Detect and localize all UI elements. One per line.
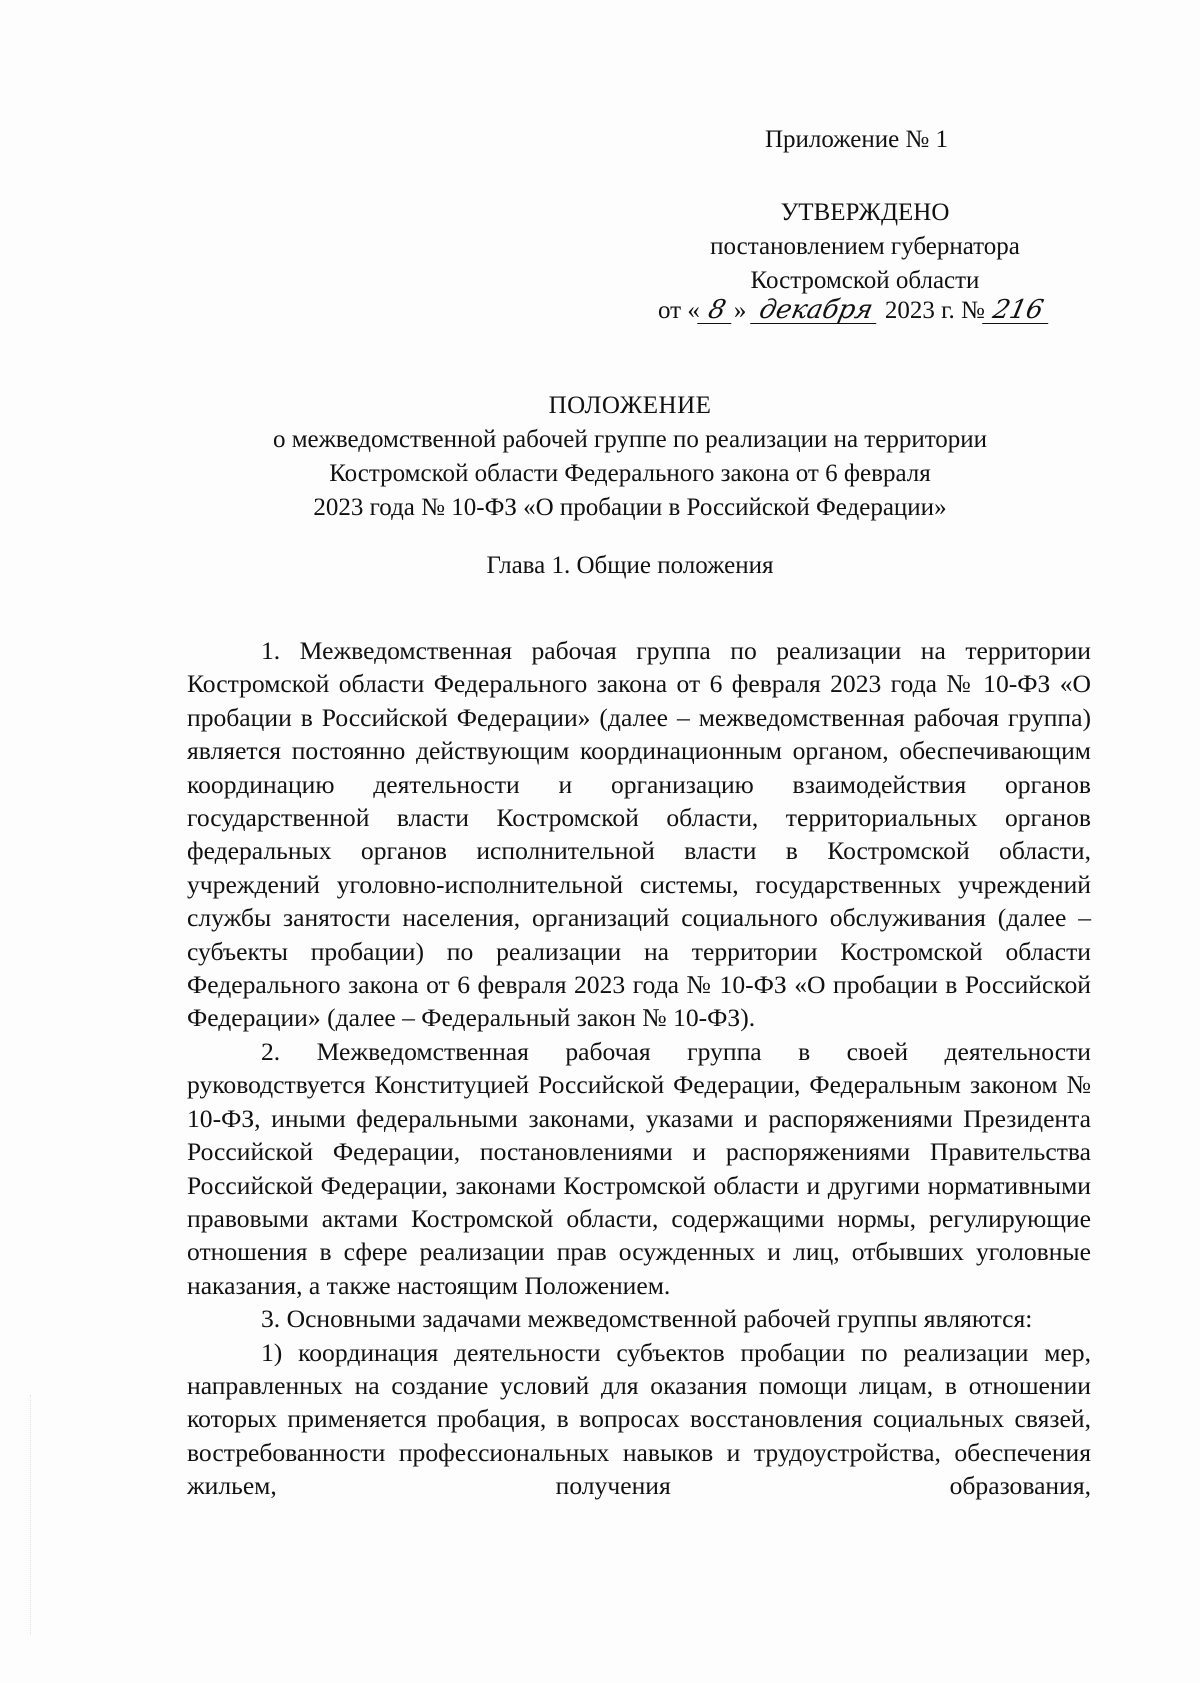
title-line-4: 2023 года № 10-ФЗ «О пробации в Российской Федерации» [313,494,947,521]
paragraph-2: 2. Межведомственная рабочая группа в своей деятельности руководствуется Конституцией Российской Федерации, Федеральным законом № 10-ФЗ, иными федеральными законами, указами и распоряжениями Президента Российской Федерации, постановлениями и распоряжениями Правительства Российской Федерации, законами Костромской области и другими нормативными правовыми актами Костромской области, содержащими нормы, регулирующие отношения в сфере реализации прав осужденных и лиц, отбывших уголовные наказания, а также настоящим Положением. [187,1036,1091,1300]
date-mid: » [733,297,747,324]
approved-heading: УТВЕРЖДЕНО [780,199,950,226]
paragraph-4: 1) координация деятельности субъектов пробации по реализации мер, направленных на создание условий для оказания помощи лицам, в отношении которых применяется пробация, в вопросах восстановления социальных связей, востребованности профессиональных навыков и трудоустройства, обеспечения жильем, получения образования, [187,1337,1091,1501]
date-year: 2023 г. № [884,297,985,324]
handwritten-number: 216 [982,297,1054,324]
approved-by-line-2: Костромской области [750,267,980,294]
approval-date-line [658,294,1051,328]
appendix-label: Приложение № 1 [765,126,949,153]
date-prefix: от « [658,297,700,324]
chapter-heading: Глава 1. Общие положения [486,552,774,579]
paragraph-1: 1. Межведомственная рабочая группа по реализации на территории Костромской области Федерального закона от 6 февраля 2023 года № 10-ФЗ «О пробации в Российской Федерации» (далее – межведомственная рабочая группа) является постоянно действующим координационным органом, обеспечивающим координацию деятельности и организацию взаимодействия органов государственной власти Костромской области, территориальных органов федеральных органов исполнительной власти в Костромской области, учреждений уголовно-исполнительной системы, государственных учреждений службы занятости населения, организаций социального обслуживания (далее – субъекты пробации) по реализации на территории Костромской области Федерального закона от 6 февраля 2023 года № 10-ФЗ «О пробации в Российской Федерации» (далее – Федеральный закон № 10-ФЗ). [187,636,1091,1033]
approved-by-line-1: постановлением губернатора [710,233,1020,260]
title-line-1: ПОЛОЖЕНИЕ [548,392,712,419]
handwritten-day: 8 [697,297,737,324]
approval-stamp-block [640,196,1090,298]
document-body [187,634,1091,1503]
paragraph-3: 3. Основными задачами межведомственной рабочей группы являются: [261,1304,1033,1334]
handwritten-month: декабря [750,297,882,324]
title-line-2: о межведомственной рабочей группе по реализации на территории [272,426,988,453]
scan-edge-artifact [30,1395,32,1635]
document-title [190,389,1070,525]
title-line-3: Костромской области Федерального закона от 6 февраля [329,460,931,487]
